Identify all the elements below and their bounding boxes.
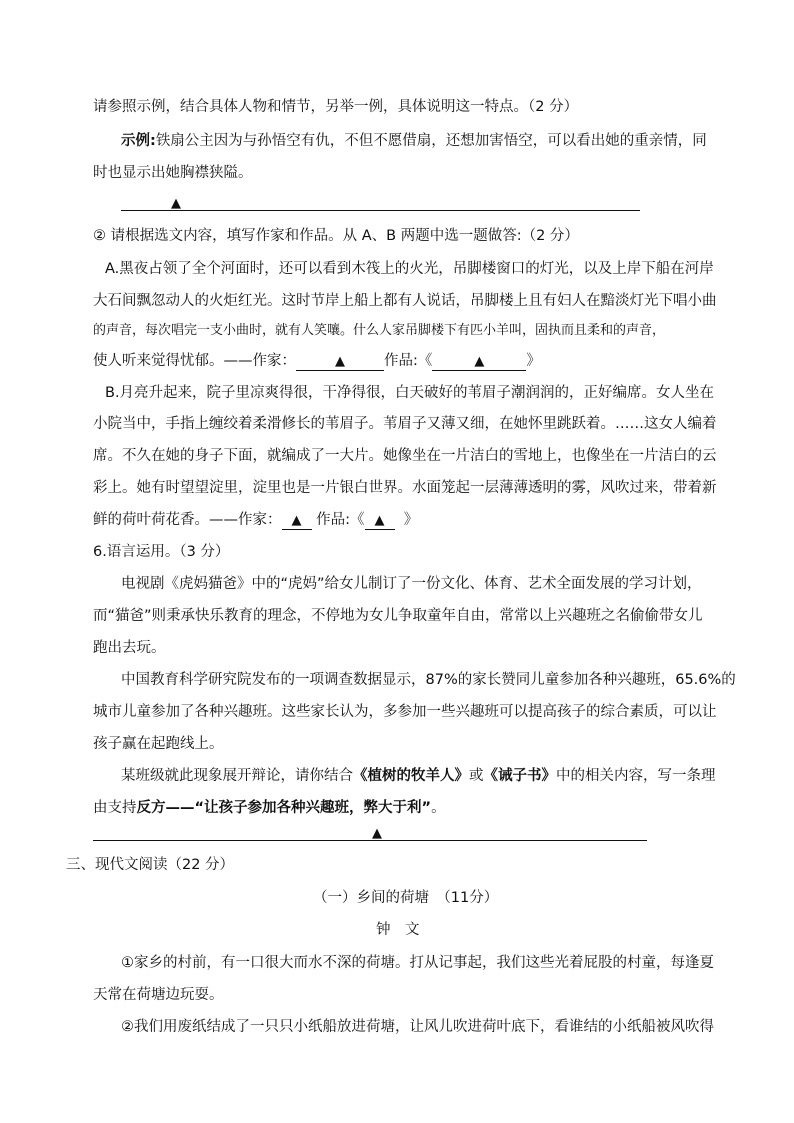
article-p2-line-1: ②我们用废纸结成了一只只小纸船放进荷塘，让风儿吹进荷叶底下，看谁结的小纸船被风吹得 bbox=[121, 1019, 714, 1035]
passage-b-close-bracket: 》 bbox=[403, 512, 419, 528]
answer-mark-q6: ▲ bbox=[372, 826, 382, 841]
passage-a-line-1: A.黑夜占领了全个河面时，还可以看到木筏上的火光，吊脚楼窗口的灯光，以及上岸下船在河岸 bbox=[105, 261, 714, 277]
answer-mark: ▲ bbox=[171, 196, 181, 211]
article-author: 钟 文 bbox=[376, 922, 420, 938]
q6-p3-period: 。 bbox=[431, 800, 446, 816]
q6-p1-line-3: 跑出去玩。 bbox=[93, 640, 166, 656]
passage-b-writer-label: 鲜的荷叶荷花香。——作家： bbox=[93, 512, 282, 528]
passage-a-line-3: 的声音，每次唱完一支小曲时，就有人笑嚷。什么人家吊脚楼下有匹小羊叫，固执而且柔和的声音， bbox=[93, 323, 666, 338]
q6-p2-line-1: 中国教育科学研究院发布的一项调查数据显示，87%的家长赞同儿童参加各种兴趣班，65.6%的 bbox=[121, 672, 736, 688]
q6-p3-text-e: 中的相关内容，写一条理 bbox=[556, 768, 716, 784]
q6-p2-line-2: 城市儿童参加了各种兴趣班。这些家长认为，多参加一些兴趣班可以提高孩子的综合素质，可以让 bbox=[93, 704, 717, 720]
q6-p3-text-support: 由支持 bbox=[93, 800, 137, 816]
article-title: （一）乡间的荷塘 （11分） bbox=[313, 890, 499, 906]
book-title-shepherd: 《植树的牧羊人》 bbox=[353, 768, 469, 784]
q6-negative-side: 反方——“让孩子参加各种兴趣班，弊大于利” bbox=[136, 800, 432, 816]
q5-intro: 请参照示例，结合具体人物和情节，另举一例，具体说明这一特点。（2 分） bbox=[93, 99, 579, 115]
passage-a-close-bracket: 》 bbox=[526, 353, 541, 369]
answer-line[interactable] bbox=[121, 210, 640, 211]
q6-p3-line-1 bbox=[121, 766, 716, 786]
passage-b-line-4: 彩上。她有时望望淀里，淀里也是一片银白世界。水面笼起一层薄薄透明的雾，风吹过来，带着新 bbox=[93, 480, 717, 496]
example-line-2: 时也显示出她胸襟狭隘。 bbox=[93, 165, 253, 181]
example-line-1 bbox=[121, 131, 707, 151]
passage-b-line-5 bbox=[93, 510, 418, 530]
section-3-title: 三、现代文阅读（22 分） bbox=[66, 857, 235, 873]
book-title-jiezishu: 《诫子书》 bbox=[483, 768, 556, 784]
example-label: 示例: bbox=[121, 133, 156, 149]
answer-line-q6[interactable] bbox=[93, 840, 647, 841]
article-p1-line-2: 天常在荷塘边玩耍。 bbox=[93, 987, 224, 1003]
q6-p3-text-or: 或 bbox=[469, 768, 484, 784]
q6-p3-line-2 bbox=[93, 798, 446, 818]
passage-a-line-2: 大石间飘忽动人的火炬红光。这时节岸上船上都有人说话，吊脚楼上且有妇人在黯淡灯光下唱小曲 bbox=[93, 293, 717, 309]
q6-p3-text-a: 某班级就此现象展开辩论，请你结合 bbox=[121, 768, 353, 784]
passage-b-line-3: 席。不久在她的身子下面，就编成了一大片。她像坐在一片洁白的雪地上，也像坐在一片洁白的云 bbox=[93, 448, 717, 464]
passage-a-works-label: 作品:《 bbox=[384, 353, 433, 369]
passage-a-works-blank[interactable]: ▲ bbox=[432, 353, 526, 371]
passage-b-line-2: 小院当中，手指上缠绞着柔滑修长的苇眉子。苇眉子又薄又细，在她怀里跳跃着。……这女人编着 bbox=[93, 416, 717, 432]
q6-p1-line-2: 而“猫爸”则秉承快乐教育的理念，不停地为女儿争取童年自由，常常以上兴趣班之名偷偷带女儿 bbox=[93, 608, 703, 624]
q5b-text: ② 请根据选文内容，填写作家和作品。从 A、B 两题中选一题做答:（2 分） bbox=[93, 228, 579, 244]
passage-b-works-blank[interactable]: ▲ bbox=[365, 512, 395, 530]
q6-p1-line-1: 电视剧《虎妈猫爸》中的“虎妈”给女儿制订了一份文化、体育、艺术全面发展的学习计划， bbox=[121, 576, 702, 592]
q6-p2-line-3: 孩子赢在起跑线上。 bbox=[93, 736, 224, 752]
q6-title: 6.语言运用。（3 分） bbox=[93, 544, 230, 560]
passage-b-line-1: B.月亮升起来，院子里凉爽得很，干净得很，白天破好的苇眉子潮润润的，正好编席。女人坐在 bbox=[105, 385, 715, 401]
passage-a-line-4 bbox=[93, 351, 541, 371]
passage-a-writer-blank[interactable]: ▲ bbox=[296, 353, 384, 371]
passage-a-writer-label: 使人听来觉得忧郁。——作家： bbox=[93, 353, 296, 369]
example-text-1: 铁扇公主因为与孙悟空有仇，不但不愿借扇，还想加害悟空，可以看出她的重亲情，同 bbox=[155, 133, 707, 149]
passage-b-writer-blank[interactable]: ▲ bbox=[282, 512, 312, 530]
passage-b-works-label: 作品:《 bbox=[316, 512, 365, 528]
article-p1-line-1: ①家乡的村前，有一口很大而水不深的荷塘。打从记事起，我们这些光着屁股的村童，每逢夏 bbox=[121, 955, 714, 971]
